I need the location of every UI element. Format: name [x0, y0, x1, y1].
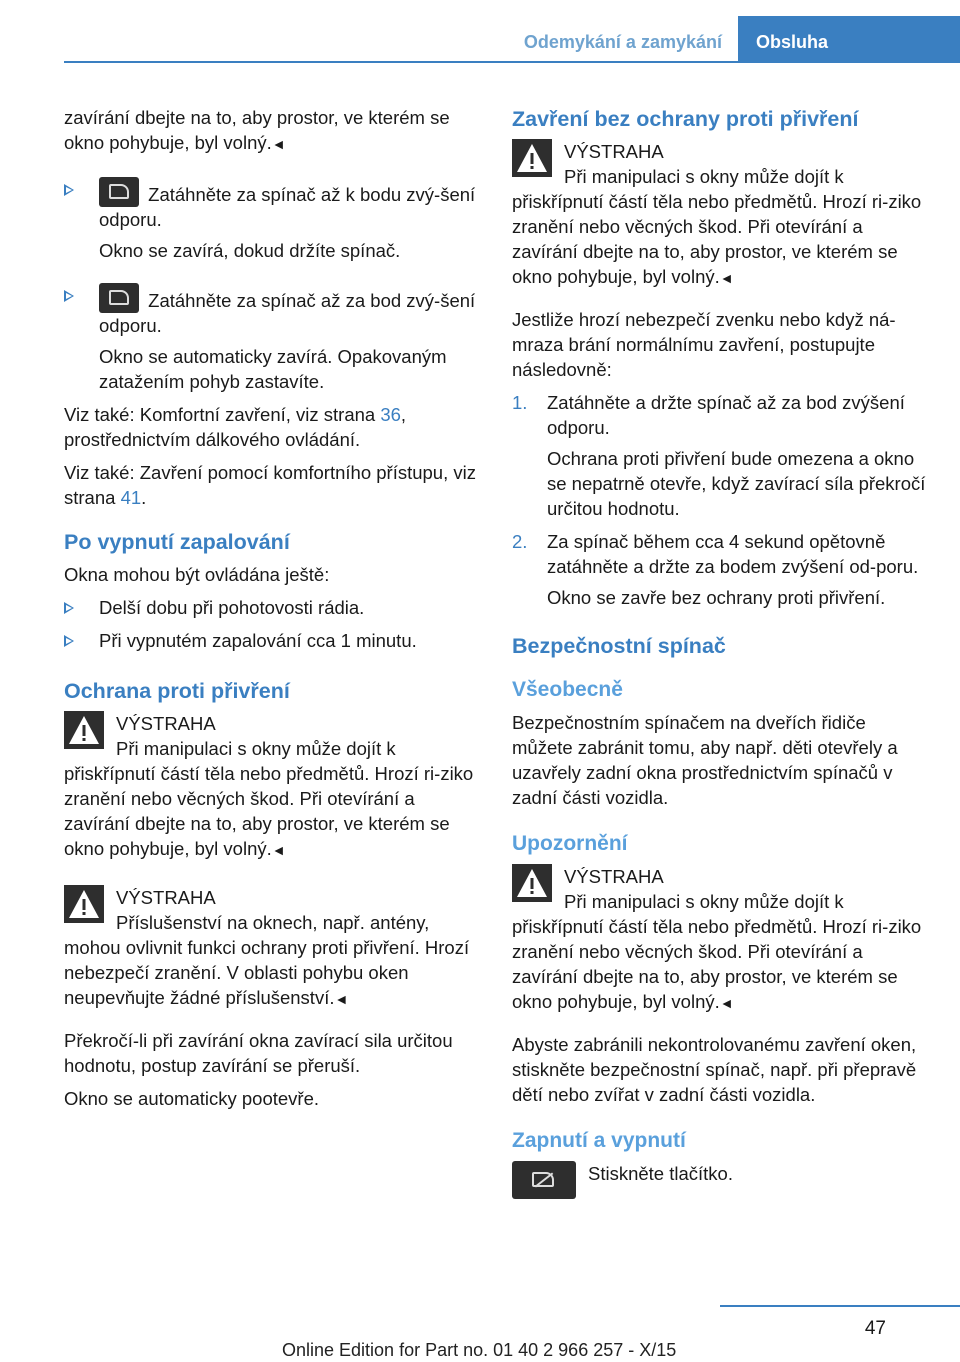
warning-block	[64, 711, 476, 863]
notice-paragraph: Abyste zabránili nekontrolovanému zavření oken, stiskněte bezpečnostní spínač, např. při přepravě dětí nebo zvířat v zadní části vozidla.	[512, 1034, 917, 1105]
paragraph: Překročí-li při zavírání okna zavírací sila určitou hodnotu, postup zavírání se přeruší.	[64, 1030, 453, 1076]
warning-block	[512, 139, 926, 291]
window-switch-icon	[99, 283, 139, 313]
general-paragraph: Bezpečnostním spínačem na dveřích řidiče můžete zabránit tomu, aby např. děti otevřely a uzavřely zadní okna prostřednictvím spínačů v zadní části vozidla.	[512, 712, 898, 808]
ignition-intro: Okna mohou být ovládána ještě:	[64, 564, 330, 585]
warning-text: Příslušenství na oknech, např. antény, mohou ovlivnit funkci ochrany proti přivření. Hrozí nebezpečí zranění. V oblasti pohybu oken neupevňujte žádné příslušenství.	[64, 912, 470, 1008]
step-number: 1.	[512, 392, 528, 413]
danger-intro: Jestliže hrozí nebezpečí zvenku nebo když ná-mraza brání normálnímu zavření, postupujte následovně:	[512, 309, 896, 380]
end-mark-icon: ◄	[334, 991, 349, 1007]
list-item-text: Při vypnutém zapalování cca 1 minutu.	[99, 630, 417, 651]
end-mark-icon: ◄	[719, 270, 734, 286]
warning-text: Při manipulaci s okny může dojít k přiskřípnutí částí těla nebo předmětů. Hrozí ri-ziko zranění nebo věcných škod. Při otevírání a zavírání dbejte na to, aby prostor, ve kterém se okno pohybuje, byl volný.	[512, 166, 922, 287]
list-item-text: Zatáhněte za spínač až k bodu zvý-šení odporu.	[99, 184, 476, 230]
step-number: 2.	[512, 531, 528, 552]
paragraph: Okno se automaticky pootevře.	[64, 1088, 320, 1109]
press-button-text: Stiskněte tlačítko.	[588, 1163, 733, 1184]
list-item-text: Za spínač během cca 4 sekund opětovně zatáhněte a držte za bodem zvýšení od-poru.	[547, 531, 919, 577]
warning-title: VÝSTRAHA	[116, 887, 216, 908]
bullet-triangle-icon	[64, 635, 74, 647]
heading-notice: Upozornění	[512, 832, 628, 855]
warning-title: VÝSTRAHA	[564, 141, 664, 162]
warning-title: VÝSTRAHA	[564, 866, 664, 887]
header-rule	[64, 61, 960, 63]
warning-text: Při manipulaci s okny může dojít k přiskřípnutí částí těla nebo předmětů. Hrozí ri-ziko zranění nebo věcných škod. Při otevírání a zavírání dbejte na to, aby prostor, ve kterém se okno pohybuje, byl volný.	[64, 738, 474, 859]
heading-on-off: Zapnutí a vypnutí	[512, 1129, 686, 1152]
list-item-text: Zatáhněte a držte spínač až za bod zvýšení odporu.	[547, 392, 905, 438]
warning-title: VÝSTRAHA	[116, 713, 216, 734]
end-mark-icon: ◄	[271, 842, 286, 858]
list-item	[64, 595, 476, 620]
list-item-text: Delší dobu při pohotovosti rádia.	[99, 597, 365, 618]
bullet-triangle-icon	[64, 602, 74, 614]
warning-icon	[512, 139, 552, 177]
safety-switch-button-icon	[512, 1161, 576, 1199]
end-mark-icon: ◄	[271, 136, 286, 152]
heading-ignition-off: Po vypnutí zapalování	[64, 530, 290, 554]
right-column	[512, 105, 926, 1199]
warning-text: Při manipulaci s okny může dojít k přiskřípnutí částí těla nebo předmětů. Hrozí ri-ziko zranění nebo věcných škod. Při otevírání a zavírání dbejte na to, aby prostor, ve kterém se okno pohybuje, byl volný.	[512, 891, 922, 1012]
list-item-subtext: Okno se zavře bez ochrany proti přivření.	[547, 587, 886, 608]
list-item-text: Zatáhněte za spínač až za bod zvý-šení odporu.	[99, 290, 476, 336]
warning-icon	[64, 711, 104, 749]
see-also-paragraph: Viz také: Komfortní zavření, viz strana 36, prostřednictvím dálkového ovládání.	[64, 404, 407, 450]
heading-general: Všeobecně	[512, 678, 623, 701]
see-also-paragraph: Viz také: Zavření pomocí komfortního přístupu, viz strana 41.	[64, 462, 476, 508]
list-item	[64, 283, 476, 394]
page-link-36[interactable]: 36	[380, 404, 401, 425]
header-chapter-label: Obsluha	[756, 32, 829, 52]
list-item	[64, 177, 476, 263]
list-item	[512, 390, 926, 521]
window-switch-icon	[99, 177, 139, 207]
header-section-title: Odemykání a zamykání	[523, 32, 722, 52]
warning-block	[64, 885, 476, 1012]
page-link-41[interactable]: 41	[120, 487, 142, 508]
press-button-row	[512, 1161, 926, 1199]
left-column	[64, 105, 476, 1119]
page-header	[0, 0, 960, 62]
footer-edition: Online Edition for Part no. 01 40 2 966 257 - X/15	[282, 1340, 677, 1360]
warning-icon	[512, 864, 552, 902]
list-item	[64, 628, 476, 653]
header-chapter-tab	[738, 16, 960, 62]
warning-icon	[64, 885, 104, 923]
heading-close-without-protection: Zavření bez ochrany proti přivření	[512, 107, 859, 131]
warning-block	[512, 864, 926, 1016]
bullet-triangle-icon	[64, 290, 74, 302]
intro-paragraph: zavírání dbejte na to, aby prostor, ve kterém se okno pohybuje, byl volný.◄	[64, 107, 450, 153]
heading-pinch-protection: Ochrana proti přivření	[64, 679, 290, 703]
footer-rule	[720, 1305, 960, 1307]
list-item-subtext: Ochrana proti přivření bude omezena a okno se nepatrně otevře, když zavírací síla překročí určitou hodnotu.	[547, 448, 926, 519]
heading-safety-switch: Bezpečnostní spínač	[512, 634, 726, 658]
end-mark-icon: ◄	[719, 995, 734, 1011]
bullet-triangle-icon	[64, 184, 74, 196]
list-item-subtext: Okno se zavírá, dokud držíte spínač.	[99, 240, 401, 261]
list-item	[512, 529, 926, 610]
page-number: 47	[864, 1318, 886, 1339]
list-item-subtext: Okno se automaticky zavírá. Opakovaným zatažením pohyb zastavíte.	[99, 346, 447, 392]
